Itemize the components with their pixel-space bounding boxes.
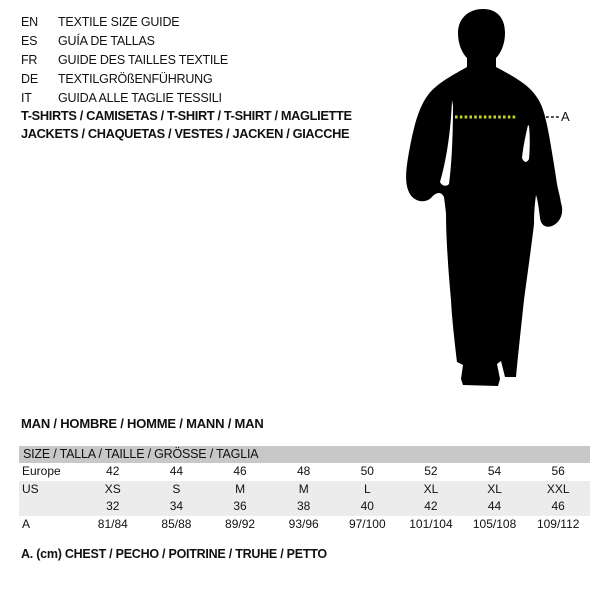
size-cell: 46: [551, 499, 565, 513]
language-code: FR: [21, 53, 38, 68]
size-cell: S: [172, 481, 181, 496]
size-cell: 44: [169, 464, 184, 478]
size-cell: 34: [169, 499, 184, 513]
size-cell: 54: [487, 464, 502, 478]
table-header: SIZE / TALLA / TAILLE / GRÖSSE / TAGLIA: [19, 446, 590, 463]
size-cell: 38: [297, 499, 311, 513]
size-cell: XXL: [546, 481, 570, 496]
size-cell: XS: [104, 481, 121, 496]
size-cell: 40: [360, 499, 374, 513]
table-row-us-letters: [19, 481, 590, 499]
category-jackets: JACKETS / CHAQUETAS / VESTES / JACKEN / GIACCHE: [21, 125, 350, 141]
table-row-us-numbers: [19, 498, 590, 516]
language-row-en: [21, 13, 228, 32]
size-cell: 56: [551, 464, 565, 478]
size-cell: 44: [487, 499, 502, 513]
man-silhouette-graphic: [395, 0, 600, 395]
language-label: GUIDE DES TAILLES TEXTILE: [58, 53, 229, 68]
language-row-es: [21, 32, 228, 51]
size-cell: 89/92: [225, 516, 256, 531]
language-row-fr: [21, 51, 228, 70]
garment-categories: [21, 107, 352, 143]
section-title: MAN / HOMBRE / HOMME / MANN / MAN: [21, 416, 264, 431]
measure-label-a: A: [561, 109, 570, 124]
table-row-chest-cm: [19, 516, 590, 534]
size-cell: 97/100: [348, 516, 386, 531]
table-row-europe: [19, 463, 590, 481]
row-label: A: [22, 516, 31, 531]
language-code: EN: [21, 15, 38, 29]
measurement-footnote: A. (cm) CHEST / PECHO / POITRINE / TRUHE / PETTO: [21, 547, 327, 561]
size-cell: 52: [424, 464, 438, 478]
size-cell: M: [298, 481, 309, 496]
language-row-it: [21, 89, 228, 108]
size-cell: XL: [423, 481, 439, 496]
language-label: TEXTILE SIZE GUIDE: [58, 15, 180, 29]
category-tshirts: T-SHIRTS / CAMISETAS / T-SHIRT / T-SHIRT / MAGLIETTE: [21, 108, 352, 123]
size-cell: 93/96: [288, 516, 319, 531]
size-cell: 42: [424, 499, 438, 513]
language-list: [21, 13, 228, 108]
size-cell: 85/88: [161, 516, 192, 531]
man-figure: [395, 0, 600, 395]
size-cell: 46: [233, 464, 247, 478]
size-cell: 105/108: [472, 516, 517, 531]
size-cell: L: [363, 481, 371, 496]
size-cell: 81/84: [97, 516, 128, 531]
size-cell: 109/112: [536, 516, 580, 531]
size-cell: 42: [106, 464, 120, 478]
language-label: GUÍA DE TALLAS: [58, 34, 155, 49]
man-silhouette: [406, 9, 562, 386]
language-label: GUIDA ALLE TAGLIE TESSILI: [58, 91, 222, 106]
language-label: TEXTILGRÖßENFÜHRUNG: [58, 72, 213, 87]
size-cell: 36: [233, 499, 247, 513]
size-cell: M: [235, 481, 246, 496]
size-cell: 50: [360, 464, 374, 478]
size-cell: 101/104: [409, 516, 453, 531]
size-cell: 32: [106, 499, 120, 513]
language-code: ES: [21, 34, 38, 49]
size-cell: XL: [487, 481, 502, 496]
row-label: US: [22, 481, 39, 496]
language-row-de: [21, 70, 228, 89]
row-label: [19, 498, 81, 516]
size-cell: 48: [297, 464, 311, 478]
row-label: Europe: [22, 464, 61, 478]
language-code: IT: [21, 91, 32, 106]
size-table: [19, 446, 590, 533]
language-code: DE: [21, 72, 38, 87]
